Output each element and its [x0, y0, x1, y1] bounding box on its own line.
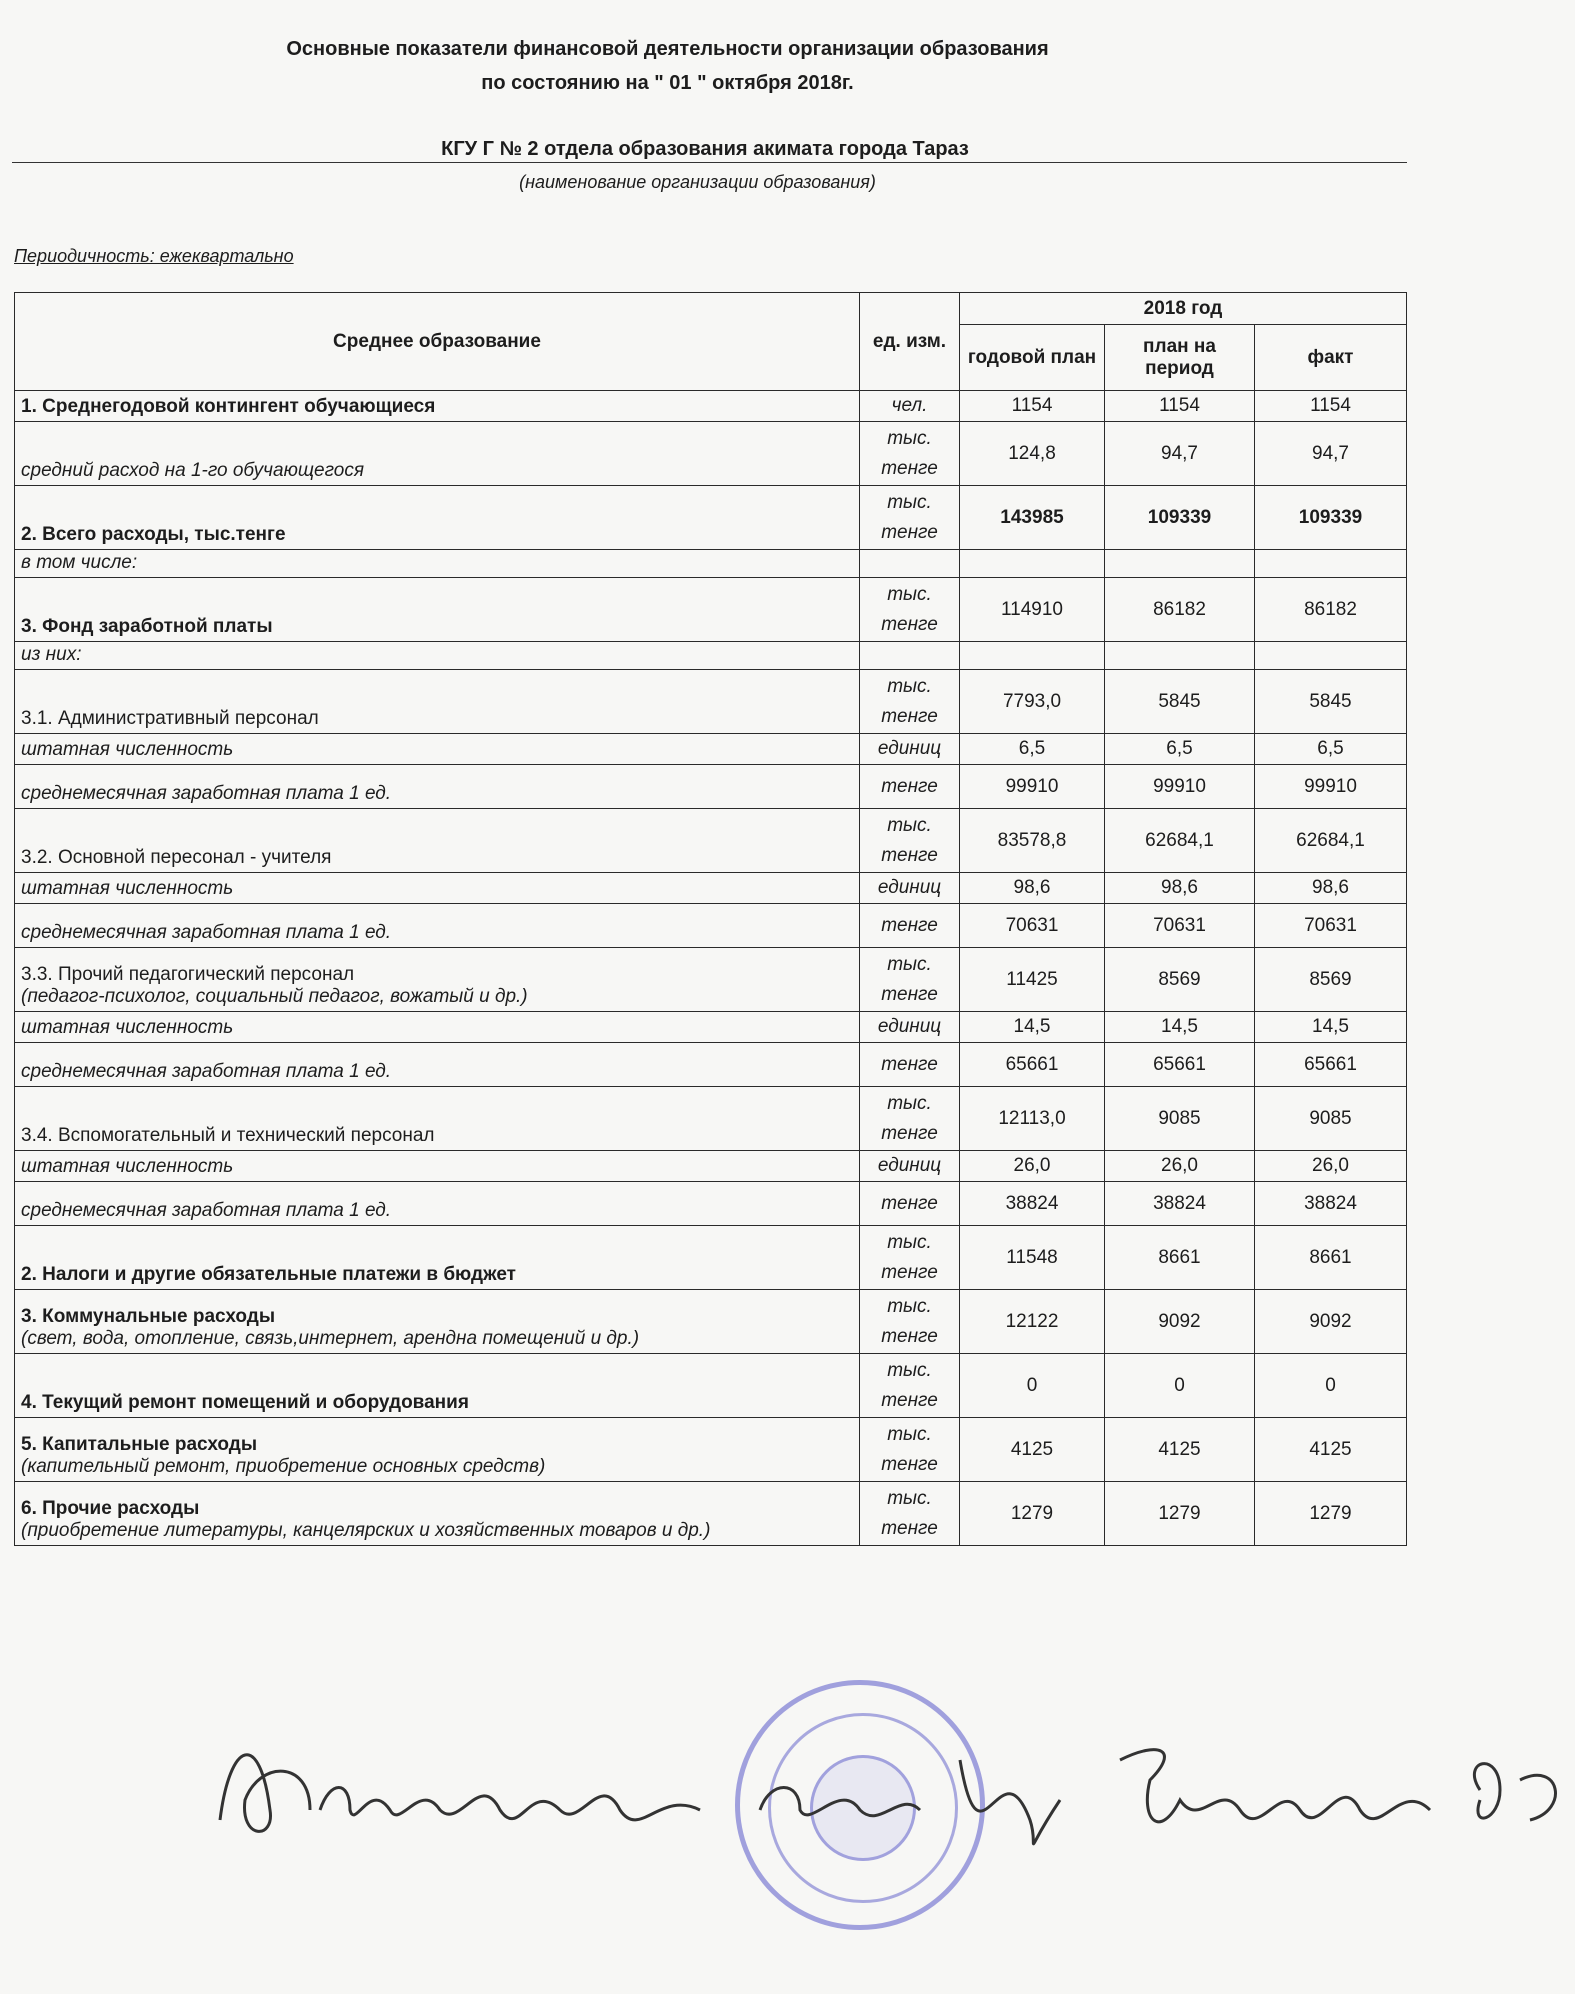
header-title-cell: Среднее образование	[15, 293, 860, 391]
row-unit: чел.	[860, 391, 960, 422]
row-fact-value: 0	[1255, 1354, 1407, 1418]
row-fact-value: 8661	[1255, 1226, 1407, 1290]
row-fact-value: 70631	[1255, 904, 1407, 948]
row-fact-value	[1255, 642, 1407, 670]
row-label	[15, 765, 860, 809]
row-fact-value: 109339	[1255, 486, 1407, 550]
row-plan-value: 114910	[960, 578, 1105, 642]
row-label	[15, 1226, 860, 1290]
document-date-line: по состоянию на " 01 " октября 2018г.	[481, 72, 854, 94]
row-label	[15, 550, 860, 578]
row-period-value: 6,5	[1105, 734, 1255, 765]
row-label-text: штатная численность	[21, 1156, 234, 1177]
row-unit: единиц	[860, 873, 960, 904]
row-plan-value: 11425	[960, 948, 1105, 1012]
table-row	[15, 1087, 1407, 1151]
row-period-value	[1105, 642, 1255, 670]
table-row	[15, 948, 1407, 1012]
row-fact-value: 1154	[1255, 391, 1407, 422]
table-row	[15, 734, 1407, 765]
row-label	[15, 873, 860, 904]
row-unit: тенге	[860, 904, 960, 948]
row-label-text: 3.2. Основной пересонал - учителя	[21, 847, 332, 868]
header-unit-cell: ед. изм.	[860, 293, 960, 391]
row-label	[15, 948, 860, 1012]
row-label	[15, 1418, 860, 1482]
document-title: Основные показатели финансовой деятельности организации образования	[286, 38, 1049, 60]
row-label-text: штатная численность	[21, 878, 234, 899]
row-period-value: 86182	[1105, 578, 1255, 642]
row-label-text: среднемесячная заработная плата 1 ед.	[21, 783, 392, 804]
row-period-value: 9092	[1105, 1290, 1255, 1354]
table-row	[15, 422, 1407, 486]
header-plan-cell: годовой план	[960, 325, 1105, 391]
row-plan-value	[960, 642, 1105, 670]
row-period-value: 8569	[1105, 948, 1255, 1012]
row-fact-value: 98,6	[1255, 873, 1407, 904]
table-row	[15, 642, 1407, 670]
row-fact-value: 62684,1	[1255, 809, 1407, 873]
row-fact-value: 86182	[1255, 578, 1407, 642]
table-row	[15, 765, 1407, 809]
row-label	[15, 486, 860, 550]
row-label	[15, 578, 860, 642]
row-label	[15, 1087, 860, 1151]
table-body	[15, 391, 1407, 1546]
row-plan-value: 65661	[960, 1043, 1105, 1087]
row-label-text: в том числе:	[21, 552, 138, 573]
row-period-value: 70631	[1105, 904, 1255, 948]
row-fact-value: 4125	[1255, 1418, 1407, 1482]
row-plan-value	[960, 550, 1105, 578]
table-row	[15, 1418, 1407, 1482]
row-period-value: 99910	[1105, 765, 1255, 809]
row-period-value: 109339	[1105, 486, 1255, 550]
row-period-value: 9085	[1105, 1087, 1255, 1151]
row-period-value: 94,7	[1105, 422, 1255, 486]
row-plan-value: 7793,0	[960, 670, 1105, 734]
organization-underline	[12, 162, 1407, 163]
header-fact-cell: факт	[1255, 325, 1407, 391]
row-period-value: 1154	[1105, 391, 1255, 422]
table-row	[15, 550, 1407, 578]
row-label-text: 3.1. Административный персонал	[21, 708, 319, 729]
row-plan-value: 1154	[960, 391, 1105, 422]
row-period-value: 26,0	[1105, 1151, 1255, 1182]
row-label-text: средний расход на 1-го обучающегося	[21, 460, 364, 481]
row-label-text: 3.4. Вспомогательный и технический персонал	[21, 1125, 435, 1146]
row-unit: единиц	[860, 1012, 960, 1043]
row-unit: единиц	[860, 1151, 960, 1182]
row-plan-value: 12122	[960, 1290, 1105, 1354]
row-label	[15, 391, 860, 422]
row-plan-value: 38824	[960, 1182, 1105, 1226]
row-label-text: 3.3. Прочий педагогический персонал	[21, 964, 355, 985]
row-label-text: среднемесячная заработная плата 1 ед.	[21, 1200, 392, 1221]
row-unit: тенге	[860, 765, 960, 809]
row-label	[15, 422, 860, 486]
row-period-value: 0	[1105, 1354, 1255, 1418]
row-fact-value: 38824	[1255, 1182, 1407, 1226]
row-label-text: 2. Налоги и другие обязательные платежи в бюджет	[21, 1264, 516, 1285]
row-label	[15, 1354, 860, 1418]
table-row	[15, 1182, 1407, 1226]
row-unit: тыс. тенге	[860, 422, 960, 486]
row-fact-value	[1255, 550, 1407, 578]
row-plan-value: 0	[960, 1354, 1105, 1418]
row-plan-value: 14,5	[960, 1012, 1105, 1043]
table-row	[15, 578, 1407, 642]
row-plan-value: 143985	[960, 486, 1105, 550]
table-row	[15, 1482, 1407, 1546]
row-label	[15, 1012, 860, 1043]
row-period-value: 62684,1	[1105, 809, 1255, 873]
row-label	[15, 1043, 860, 1087]
row-unit: тенге	[860, 1043, 960, 1087]
row-fact-value: 9092	[1255, 1290, 1407, 1354]
row-label	[15, 1482, 860, 1546]
row-period-value: 14,5	[1105, 1012, 1255, 1043]
row-label	[15, 670, 860, 734]
row-plan-value: 1279	[960, 1482, 1105, 1546]
row-plan-value: 4125	[960, 1418, 1105, 1482]
row-unit: тыс. тенге	[860, 1290, 960, 1354]
row-plan-value: 26,0	[960, 1151, 1105, 1182]
row-period-value	[1105, 550, 1255, 578]
row-unit: тыс. тенге	[860, 670, 960, 734]
row-plan-value: 6,5	[960, 734, 1105, 765]
table-row	[15, 486, 1407, 550]
row-label-text: среднемесячная заработная плата 1 ед.	[21, 1061, 392, 1082]
financial-indicators-table	[14, 292, 1407, 1546]
table-row	[15, 809, 1407, 873]
row-unit	[860, 642, 960, 670]
row-fact-value: 1279	[1255, 1482, 1407, 1546]
row-label	[15, 642, 860, 670]
row-plan-value: 124,8	[960, 422, 1105, 486]
row-label-text: из них:	[21, 644, 82, 665]
row-label-note: (приобретение литературы, канцелярских и хозяйственных товаров и др.)	[21, 1520, 711, 1541]
row-unit	[860, 550, 960, 578]
table-row	[15, 391, 1407, 422]
row-period-value: 1279	[1105, 1482, 1255, 1546]
row-label-text: 4. Текущий ремонт помещений и оборудования	[21, 1392, 469, 1413]
row-unit: тыс. тенге	[860, 486, 960, 550]
row-fact-value: 14,5	[1255, 1012, 1407, 1043]
organization-name: КГУ Г № 2 отдела образования акимата города Тараз	[441, 138, 969, 160]
row-fact-value: 99910	[1255, 765, 1407, 809]
row-unit: тыс. тенге	[860, 1226, 960, 1290]
row-label	[15, 1151, 860, 1182]
row-unit: тыс. тенге	[860, 1418, 960, 1482]
header-period-cell: план на период	[1105, 325, 1255, 391]
row-unit: тыс. тенге	[860, 1087, 960, 1151]
row-fact-value: 9085	[1255, 1087, 1407, 1151]
row-period-value: 4125	[1105, 1418, 1255, 1482]
table-row	[15, 1226, 1407, 1290]
row-period-value: 38824	[1105, 1182, 1255, 1226]
row-label-text: 1. Среднегодовой контингент обучающиеся	[21, 396, 436, 417]
table-row	[15, 670, 1407, 734]
row-label-text: среднемесячная заработная плата 1 ед.	[21, 922, 392, 943]
row-fact-value: 5845	[1255, 670, 1407, 734]
row-unit: тенге	[860, 1182, 960, 1226]
row-label-note: (свет, вода, отопление, связь,интернет, арендна помещений и др.)	[21, 1328, 640, 1349]
table-row	[15, 873, 1407, 904]
row-fact-value: 65661	[1255, 1043, 1407, 1087]
row-label-note: (педагог-психолог, социальный педагог, вожатый и др.)	[21, 986, 528, 1007]
table-row	[15, 1290, 1407, 1354]
periodicity-label: Периодичность: ежеквартально	[14, 246, 294, 266]
row-unit: тыс. тенге	[860, 809, 960, 873]
row-fact-value: 8569	[1255, 948, 1407, 1012]
row-unit: единиц	[860, 734, 960, 765]
row-label	[15, 1290, 860, 1354]
header-year-cell: 2018 год	[960, 293, 1407, 325]
row-label	[15, 734, 860, 765]
row-label-text: штатная численность	[21, 1017, 234, 1038]
row-plan-value: 70631	[960, 904, 1105, 948]
row-unit: тыс. тенге	[860, 578, 960, 642]
row-period-value: 8661	[1105, 1226, 1255, 1290]
row-plan-value: 98,6	[960, 873, 1105, 904]
row-label	[15, 1182, 860, 1226]
row-period-value: 5845	[1105, 670, 1255, 734]
row-unit: тыс. тенге	[860, 1354, 960, 1418]
row-fact-value: 94,7	[1255, 422, 1407, 486]
row-unit: тыс. тенге	[860, 948, 960, 1012]
row-label-text: 6. Прочие расходы	[21, 1498, 200, 1519]
organization-caption: (наименование организации образования)	[519, 172, 876, 192]
table-row	[15, 1012, 1407, 1043]
director-signature	[200, 1700, 1575, 1870]
row-unit: тыс. тенге	[860, 1482, 960, 1546]
row-label	[15, 904, 860, 948]
table-row	[15, 1354, 1407, 1418]
row-fact-value: 26,0	[1255, 1151, 1407, 1182]
row-label-text: 2. Всего расходы, тыс.тенге	[21, 524, 286, 545]
row-label-text: 5. Капитальные расходы	[21, 1434, 258, 1455]
row-label-text: штатная численность	[21, 739, 234, 760]
row-label	[15, 809, 860, 873]
table-row	[15, 1043, 1407, 1087]
row-plan-value: 99910	[960, 765, 1105, 809]
row-period-value: 98,6	[1105, 873, 1255, 904]
row-fact-value: 6,5	[1255, 734, 1407, 765]
row-plan-value: 12113,0	[960, 1087, 1105, 1151]
row-label-text: 3. Коммунальные расходы	[21, 1306, 276, 1327]
row-plan-value: 83578,8	[960, 809, 1105, 873]
table-row	[15, 1151, 1407, 1182]
row-plan-value: 11548	[960, 1226, 1105, 1290]
row-label-note: (капительный ремонт, приобретение основных средств)	[21, 1456, 546, 1477]
table-row	[15, 904, 1407, 948]
row-period-value: 65661	[1105, 1043, 1255, 1087]
row-label-text: 3. Фонд заработной платы	[21, 616, 273, 637]
